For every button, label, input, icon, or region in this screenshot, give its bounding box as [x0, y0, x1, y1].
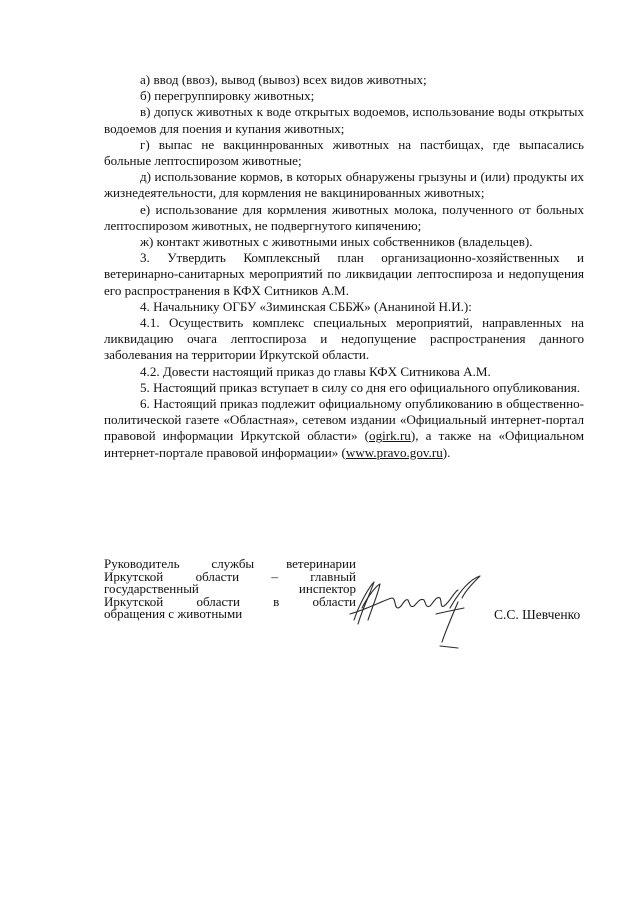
position-word: области	[195, 568, 240, 584]
position-word: области	[312, 593, 356, 609]
paragraph-item-e: е) использование для кормления животных молока, полученного от больных лептоспирозом животных, не подвергнутого кипячению;	[104, 201, 584, 233]
position-word: инспектор	[298, 581, 356, 597]
position-word: в	[273, 593, 280, 609]
paragraph-item-zh: ж) контакт животных с животными иных собственников (владельцев).	[140, 234, 533, 250]
position-word: ветеринарии	[286, 556, 356, 571]
position-word: Иркутской	[104, 593, 164, 609]
paragraph-4: 4. Начальнику ОГБУ «Зиминская СББЖ» (Ананиной Н.И.):	[140, 298, 472, 314]
position-word: Руководитель	[104, 556, 180, 571]
publication-text-2: ), а также на «Официальном интернет-портале правовой информации» (	[104, 428, 584, 460]
position-word: государственный	[104, 581, 199, 597]
position-word: Иркутской	[104, 568, 164, 584]
publication-text-1: 6. Настоящий приказ подлежит официальному опубликованию в общественно-политической газете «Областная», сетевом издании «Официальный интернет-портал правовой информации Иркутской области» (	[104, 396, 584, 444]
paragraph-item-b: б) перегруппировку животных;	[140, 88, 315, 104]
paragraph-item-d: д) использование кормов, в которых обнаружены грызуны и (или) продукты их жизнедеятельности, для кормления не вакцинированных животных;	[104, 169, 584, 201]
order-body-text	[104, 72, 584, 461]
paragraph-item-a: а) ввод (ввоз), вывод (вывоз) всех видов животных;	[140, 72, 427, 87]
handwritten-signature	[340, 568, 490, 650]
paragraph-4-2: 4.2. Довести настоящий приказ до главы КФХ Ситникова А.М.	[140, 363, 491, 379]
publication-text-3: ).	[442, 444, 451, 460]
position-word: обращения с животными	[104, 606, 243, 622]
paragraph-3: 3. Утвердить Комплексный план организационно-хозяйственных и ветеринарно-санитарных мероприятий по ликвидации лептоспироза и недопущения его распространения в КФХ Ситников А.М.	[104, 250, 584, 298]
signatory-name: С.С. Шевченко	[494, 607, 581, 622]
position-word: –	[271, 568, 278, 584]
position-word: главный	[310, 568, 356, 584]
pravo-link[interactable]: www.pravo.gov.ru	[345, 444, 443, 460]
position-word: службы	[211, 556, 255, 571]
ogirk-link[interactable]: ogirk.ru	[369, 428, 411, 444]
signatory-position	[104, 558, 356, 621]
paragraph-6	[104, 396, 584, 461]
paragraph-item-g: г) выпас не вакциннрованных животных на пастбищах, где выпасались больные лептоспирозом животные;	[104, 136, 584, 169]
position-line	[104, 608, 356, 621]
paragraph-5: 5. Настоящий приказ вступает в силу со дня его официального опубликования.	[140, 379, 581, 395]
position-word: области	[196, 593, 240, 609]
paragraph-4-1: 4.1. Осуществить комплекс специальных мероприятий, направленных на ликвидацию очага лептоспироза и недопущение распространения данного заболевания на территории Иркутской области.	[104, 315, 584, 363]
paragraph-item-v: в) допуск животных к воде открытых водоемов, использование воды открытых водоемов для поения и купания животных;	[104, 104, 584, 136]
